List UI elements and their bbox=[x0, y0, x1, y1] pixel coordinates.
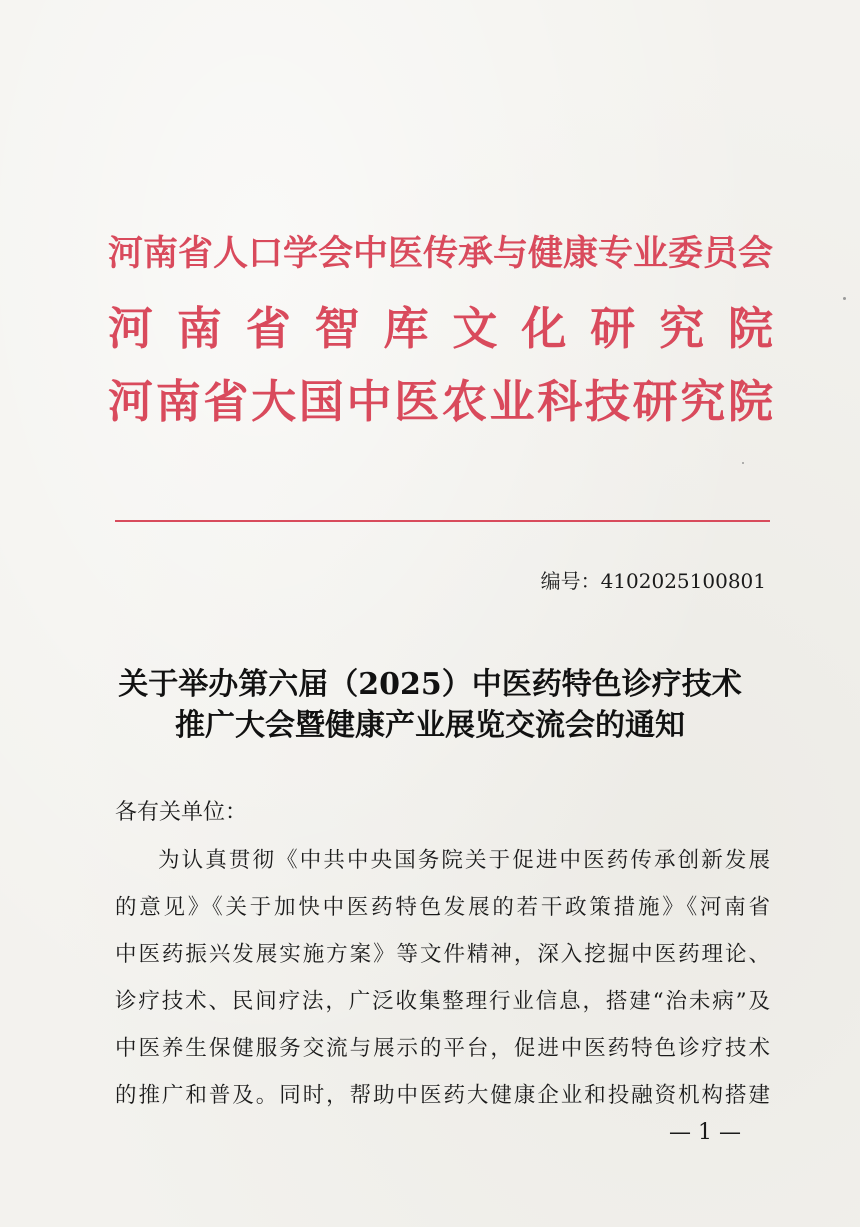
paper-speck bbox=[742, 462, 744, 464]
paper-speck bbox=[843, 297, 846, 300]
org-name-1: 河南省人口学会中医传承与健康专业委员会 bbox=[108, 233, 774, 274]
page-number: — 1 — bbox=[669, 1120, 741, 1145]
body-line-3: 中医药振兴发展实施方案》等文件精神，深入挖掘中医药理论、 bbox=[115, 942, 770, 967]
body-line-5: 中医养生保健服务交流与展示的平台，促进中医药特色诊疗技术 bbox=[115, 1036, 770, 1061]
header-divider bbox=[115, 520, 770, 522]
body-line-1: 为认真贯彻《中共中央国务院关于促进中医药传承创新发展 bbox=[158, 848, 770, 873]
org-name-2: 河南省智库文化研究院 bbox=[108, 302, 773, 355]
notice-title-line-1: 关于举办第六届（2025）中医药特色诊疗技术 bbox=[118, 667, 742, 702]
org-name-3: 河南省大国中医农业科技研究院 bbox=[108, 375, 773, 428]
body-line-6: 的推广和普及。同时，帮助中医药大健康企业和投融资机构搭建 bbox=[115, 1083, 770, 1108]
notice-title-line-2: 推广大会暨健康产业展览交流会的通知 bbox=[175, 708, 685, 743]
salutation: 各有关单位： bbox=[115, 800, 248, 825]
body-line-4: 诊疗技术、民间疗法，广泛收集整理行业信息，搭建“治未病”及 bbox=[115, 989, 770, 1014]
document-number: 编号：4102025100801 bbox=[540, 569, 766, 593]
body-line-2: 的意见》《关于加快中医药特色发展的若干政策措施》《河南省 bbox=[115, 895, 770, 920]
